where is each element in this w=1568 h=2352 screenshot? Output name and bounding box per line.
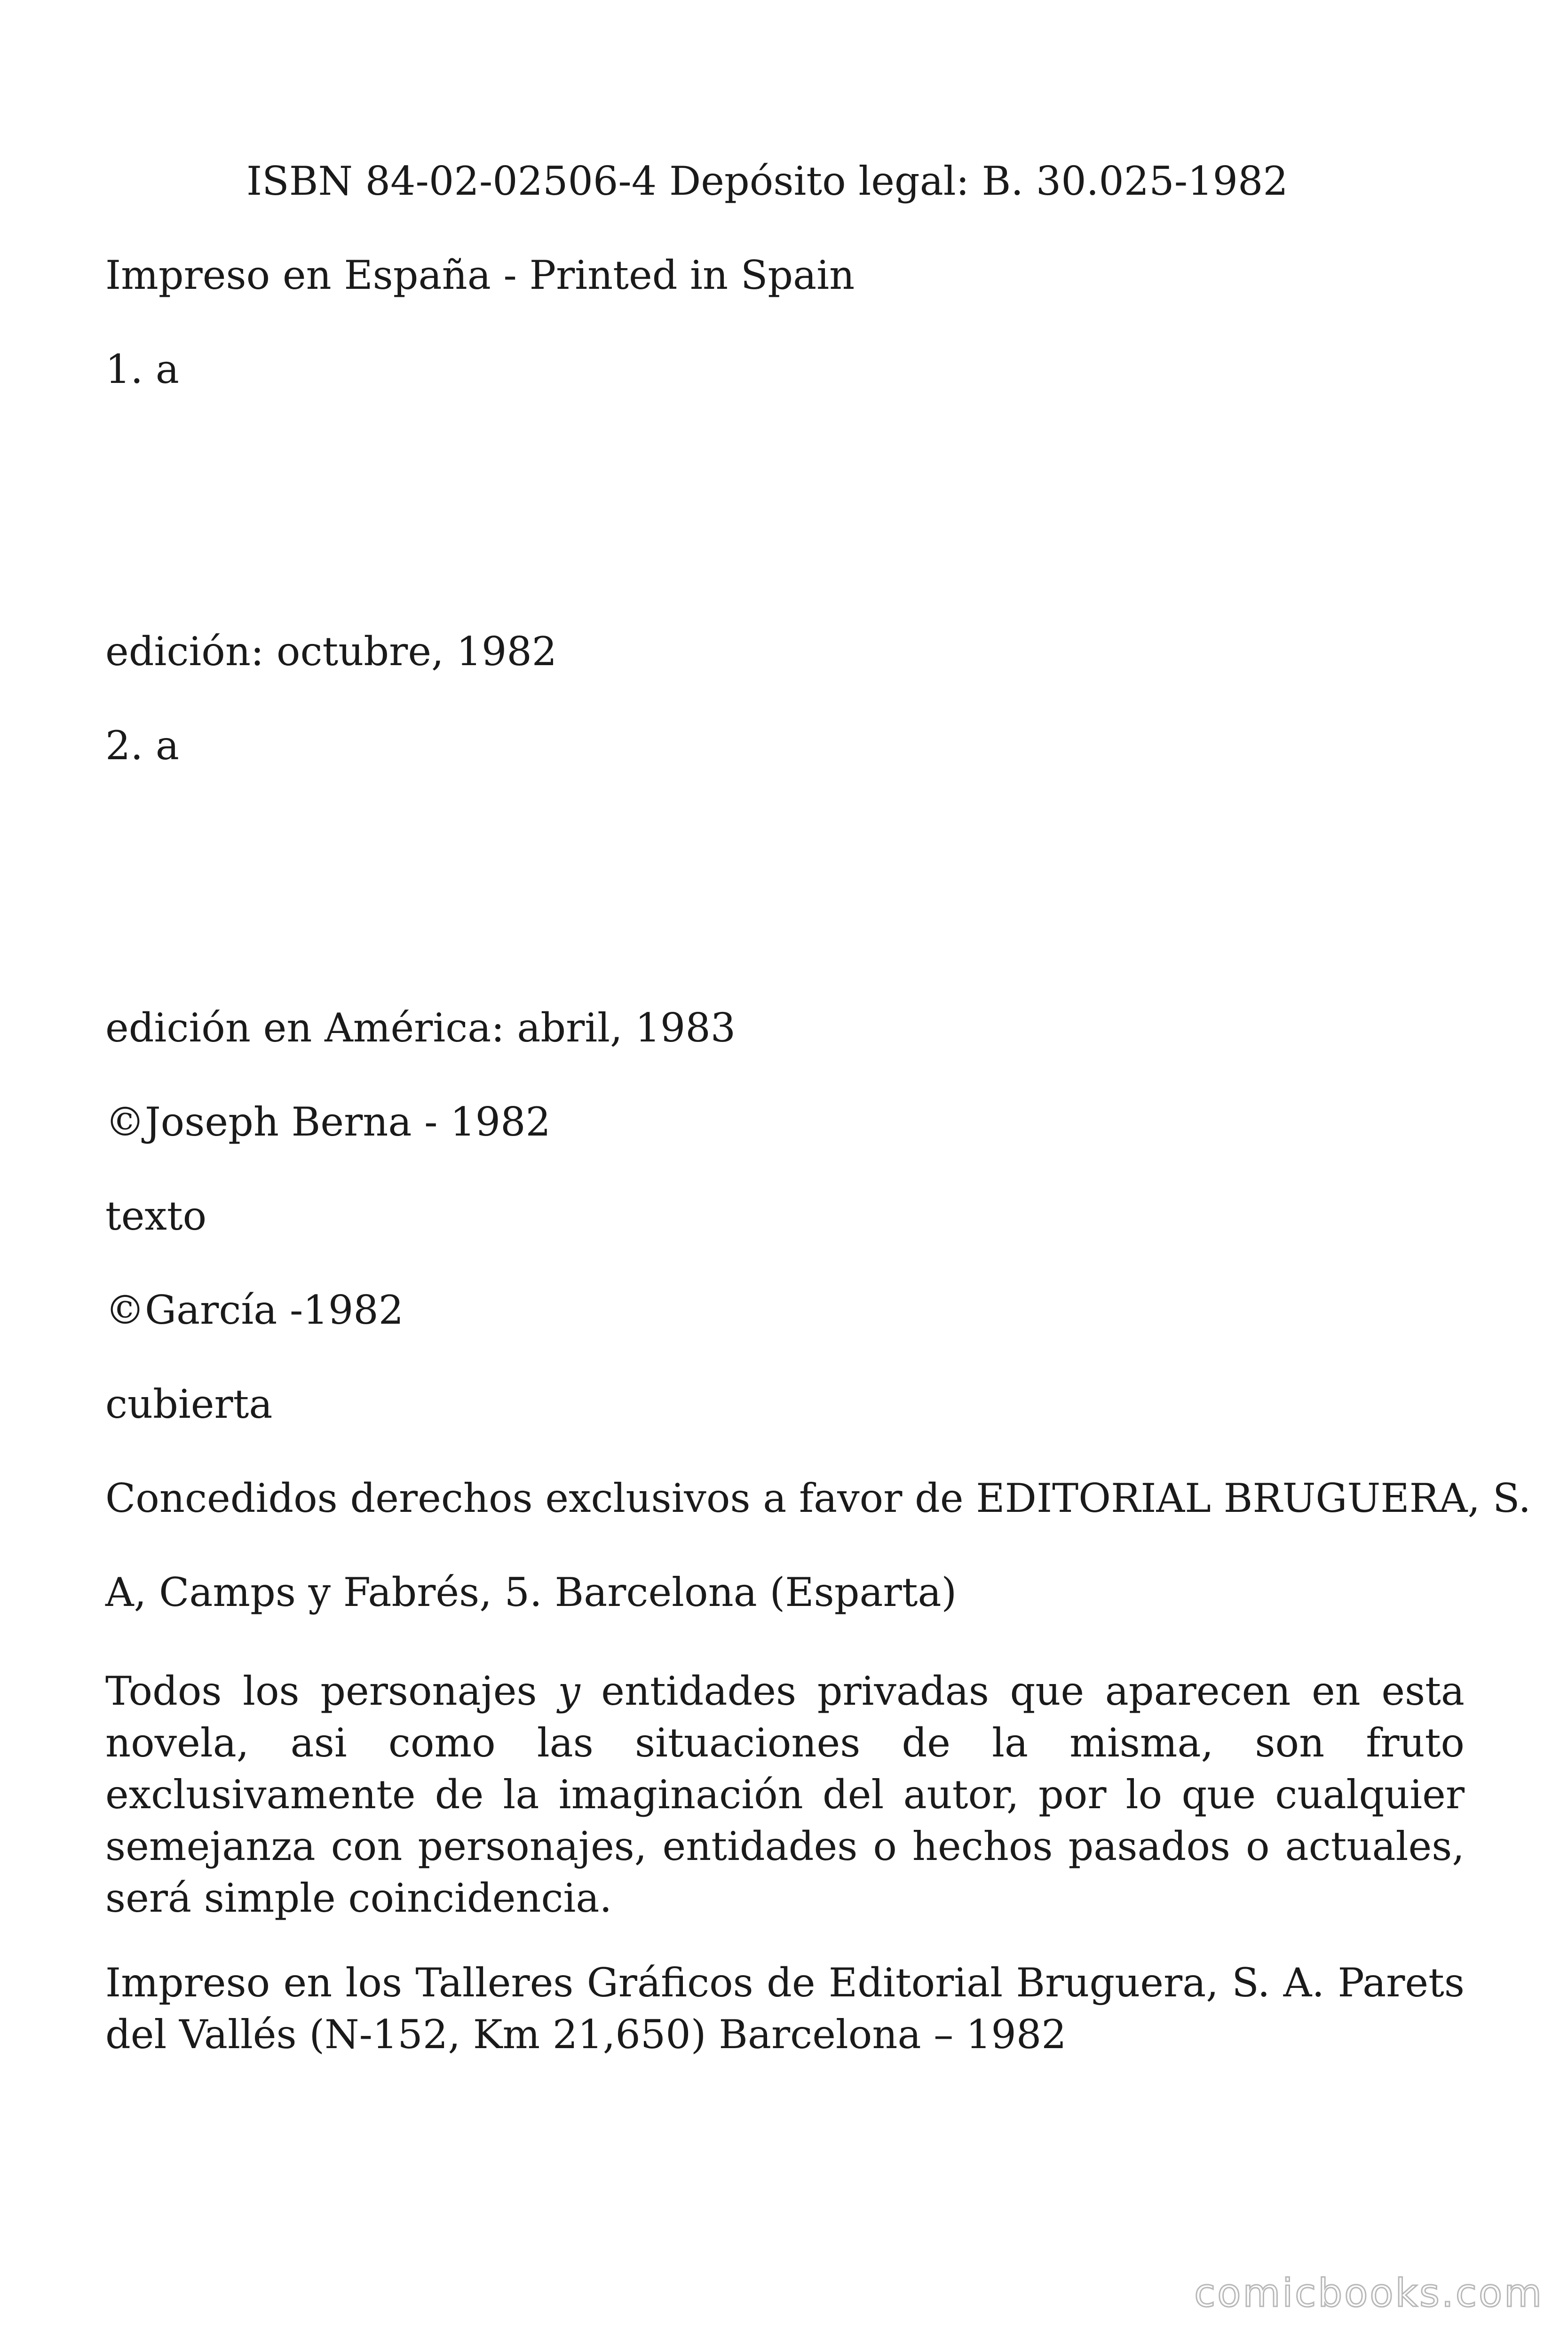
copyright-text-label: texto <box>105 1193 207 1239</box>
disclaimer-paragraph <box>105 1665 1465 1924</box>
first-edition-number: 1. a <box>105 346 179 392</box>
watermark: comicbooks.com <box>1194 2271 1544 2316</box>
first-edition-text: edición: octubre, 1982 <box>105 628 557 675</box>
isbn-line: ISBN 84-02-02506-4 Depósito legal: B. 30.025-1982 <box>246 158 1288 204</box>
second-edition-number: 2. a <box>105 723 179 769</box>
copyright-cover-label: cubierta <box>105 1381 273 1427</box>
copyright-cover-line: ©García -1982 <box>105 1287 404 1333</box>
printer-paragraph: Impreso en los Talleres Gráficos de Editorial Bruguera, S. A. Parets del Vallés (N-152, Km 21,650) Barcelona – 1982 <box>105 1960 1465 2058</box>
copyright-text-line: ©Joseph Berna - 1982 <box>105 1099 551 1145</box>
rights-line-1: Concedidos derechos exclusivos a favor de EDITORIAL BRUGUERA, S. <box>105 1475 1531 1521</box>
second-edition-text: edición en América: abril, 1983 <box>105 1005 736 1051</box>
disclaimer-end: entidades privadas que aparecen en esta novela, asi como las situaciones de la misma, son fruto exclusivamente de la imaginación del autor, por lo que cualquier semejanza con personajes, entidades o hechos pasados o actuales, será simple coincidencia. <box>105 1668 1465 1921</box>
printed-in-line: Impreso en España - Printed in Spain <box>105 252 855 298</box>
disclaimer-start: Todos los personajes <box>105 1668 558 1714</box>
disclaimer-italic: y <box>558 1668 580 1714</box>
rights-line-2: A, Camps y Fabrés, 5. Barcelona (Esparta) <box>105 1569 957 1615</box>
